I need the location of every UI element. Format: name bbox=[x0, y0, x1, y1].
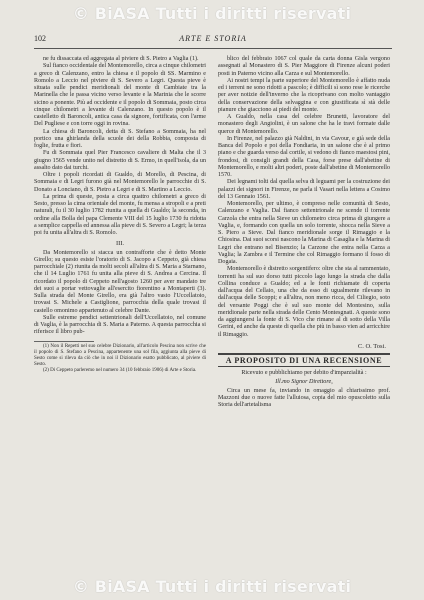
section-title: A PROPOSITO DI UNA RECENSIONE bbox=[218, 353, 390, 367]
dedication-line: Ricevuto e pubblichiamo per debito d'imparzialità : bbox=[241, 370, 367, 377]
paragraph: In Firenze, nel palazzo già Naldini, in via Cavour, e già sede della Banca del Popolo e poi della Fondiaria, in un salone che è al primo piano e che guarda verso dal cortile, si vedono di fianco maestosi pini, frondosi, di consigli grandi della Casa, forse prese dall'abetine di Montemorello, e molti altri poderi, poste dall'abetine di Montemorello 1570. bbox=[218, 135, 390, 178]
author-signature: C. O. Tosi. bbox=[357, 342, 386, 350]
page-number: 102 bbox=[34, 34, 46, 43]
paragraph: Montemorello, per ultimo, è compreso nelle comunità di Sesto, Calenzano e Vaglia. Dal fianco settentrionale ne scende il torrente Carzola che entra nella Sieve un chilometro circa prima di giungere a Vaglia, e, formando con quella un solo torrente, shocca nella Sieve a S. Piero a Sieve. Dal fianco meridionale sorge il Rimaggio e la Chiosina. Dai suoi scorsi nascono la Marina di Casaglia e la Marina di Legri che entrano nel Bisenzio; la Carzone che entra nella Carza a Vaglia; la Zambra e il Termine che col Rimaggio formano il fosso di Dogaia. bbox=[218, 201, 390, 265]
watermark-top: © BiASA Tutti i diritti riservati bbox=[72, 4, 352, 23]
paragraph: Sulle estreme pendici settentrionali dell'Uccellatoio, nel comune di Vaglia, è la parrocchia di S. Maria a Paterno. A questa parrocchia si riferisce il libro pub- bbox=[34, 314, 206, 336]
paragraph: Fu di Sommaia quel Pier Francesco cavaliere di Malta che il 3 giugno 1565 vende unito nel distretto di S. Ermo, in quell'isola, da un assalto dato dai turchi. bbox=[34, 150, 206, 171]
paragraph: Montemorello è distretto sorgentifero: oltre che sta al rammentato, torrenti ha sul suo dorso tutti piccolo lago lungo la strada che dalla Collina conduce a Gualdo; ed a le fonti richiamate di coperta dall'acqua del Cellaio, una che da esso di ugualmente rilevano in dall'acqua delle Scoppi; e all'altra, non meno ricca, del Ciliegio, soto del versante Poggi che è sul suo monte del Montesino, sulla meridionale parte nella strada delle Cento Montesgnati. A queste sono da aggiungersi la fonte di S. Vico che rimane al di sotto della Villa Gerini, ed anche da queste di quella che più in basso vien ad arricchire il Rimaggio. bbox=[218, 266, 390, 338]
paragraph: blico del febbraio 1067 col quale da carta donna Gisla vergono assegnati al Monastero di S. Pier Maggiore di Firenze alcuni poderi posti in Paterno vicino alla Carza e sul Montemorello. bbox=[218, 56, 390, 77]
paragraph: Circa un mese fa, inviando in omaggio al chiarissimo prof. Mazzoni due o nuove fatte l'alluiosa, copia del mio opuscoletto sulla Storia dell'artetalisma bbox=[218, 387, 390, 409]
paragraph: Oltre i popoli ricordati di Gualdo, di Morello, di Pescina, di Sommaia e di Legri furono già nel Montemorello le parrocchie di S. Donato a Lonciano, di S. Pietro a Legri e di S. Martino a Leccio. bbox=[34, 172, 206, 193]
section-number: III. bbox=[115, 240, 125, 248]
paragraph: A Gualdo, nella casa del celebre Brunetti, lavoratore del monastero degli Angiolini, è un salone che ha le travi formate dalle querce di Montemorello. bbox=[218, 114, 390, 135]
paragraph: ne fu dissaccata ed aggregata al piviere di S. Pietro a Vaglia (1). bbox=[43, 56, 199, 62]
paragraph: Ai nostri tempi la parte superiore del Montemorello è affatto nuda ed i terreni ne sono ridotti a pascolo; è difficili sì sono rese le ricerche per aver notizie dell'inverno che la ricoprivano con molto vantaggio della conservazione della selvaggina e con giustificata sì stà delle pianure che giacciono ai piedi del monte. bbox=[218, 77, 390, 113]
paragraph: La chiesa di Baroncoli, detta di S. Stefano a Sommaia, ha nel portico una ghirlanda della scuole dei della Robbia, composta di foglie, frutta e fiori. bbox=[34, 128, 206, 149]
running-title: ARTE E STORIA bbox=[179, 34, 247, 43]
page-header bbox=[34, 34, 392, 48]
watermark-bottom: © BiASA Tutti i diritti riservati bbox=[72, 577, 352, 596]
paragraph: Sul fianco occidentale del Montemorello, circa a cinque chilometri a greco di Calenzano, entro la chiesa e il popolo di SS. Marmino e Romolo a Leccio nel piviere di S. Severo a Legri. Questa pieve è situata sulle pendici meridionali del monte di Cambiate tra la Marinella che le passa vicino verso levante e la Marinia che le scorre sicino a ponente. Più ad occidente e il popolo di Sommaia, posto circa cinque chilometri a levante di Calenzano. In questo popolo è il castelletto di Baroncoli, antica casa da signore, fortificata, con l'arme Del Pugliese e con torre oggi in rovina. bbox=[34, 63, 206, 128]
left-column bbox=[34, 56, 206, 374]
paragraph: La prima di queste, posta a circa quattro chilometri a greco di Sesto, presso la cima orientale del monte, fu mensa a stropoli e a preti naturali, fu il 30 luglio 1782 riunita a quella di Gualdo; la seconda, in ordine alla Bolla del papa Clemente VIII del 15 luglio 1730 fu ridotta a semplice cappella ed annessa alla pieve di S. Severo a Legri; la terza poi fu unita all'altra di S. Romolo. bbox=[34, 193, 206, 236]
footnote-rule bbox=[34, 341, 94, 342]
salutation: Ill.mo Signor Direttore, bbox=[275, 378, 333, 385]
footnote: (2) Di Ceppeto parleremo nel numero 34 (10 febbraio 1906) di Arte e Storia. bbox=[43, 367, 197, 373]
right-column bbox=[218, 56, 390, 410]
paragraph: Da Montemorello si stacca un contrafforte che è detto Monte Girello; su questo esiste l'oratorio di S. Jacopo a Ceppeto, già chiesa parrocchiale (2) riunita da molti secoli all'altra di S. Maria a Starnano, che il 14 Luglio 1761 fu unita alla pieve di S. Andrea a Cercina. Il ricordato il popolo di Ceppeto nell'agosto 1260 per aver mandato tre dei suoi a portar vettovaglie all'esercito fiorentino a Montaperti (3). Sulla strada del Monte Girello, era già l'altro vasto l'Uccellatoio, trovasi S. Michele a Castiglione, parrocchia della quale trovasi il castello omonimo appartenuto al celebre Dante. bbox=[34, 249, 206, 314]
paragraph: Dei legnami tolti dal quella selva di leguami per la costruzione dei palazzi dei signori in Firenze, ne parla il Vasari nella lettera a Cosimo del 13 Gennaio 1561. bbox=[218, 179, 390, 200]
header-rule bbox=[34, 48, 392, 49]
footnote: (1) Non il Repetti nel suo celebre Dizionario, all'articolo Pescina non scrive che il popolo di S. Stefano a Pescina, appartenente una sol fila, aggiunta alla pieve di Sesto come si rileva da ciò che in noi il Dizionario esatto pubblicato, al piviere di Sesto. bbox=[34, 343, 206, 367]
